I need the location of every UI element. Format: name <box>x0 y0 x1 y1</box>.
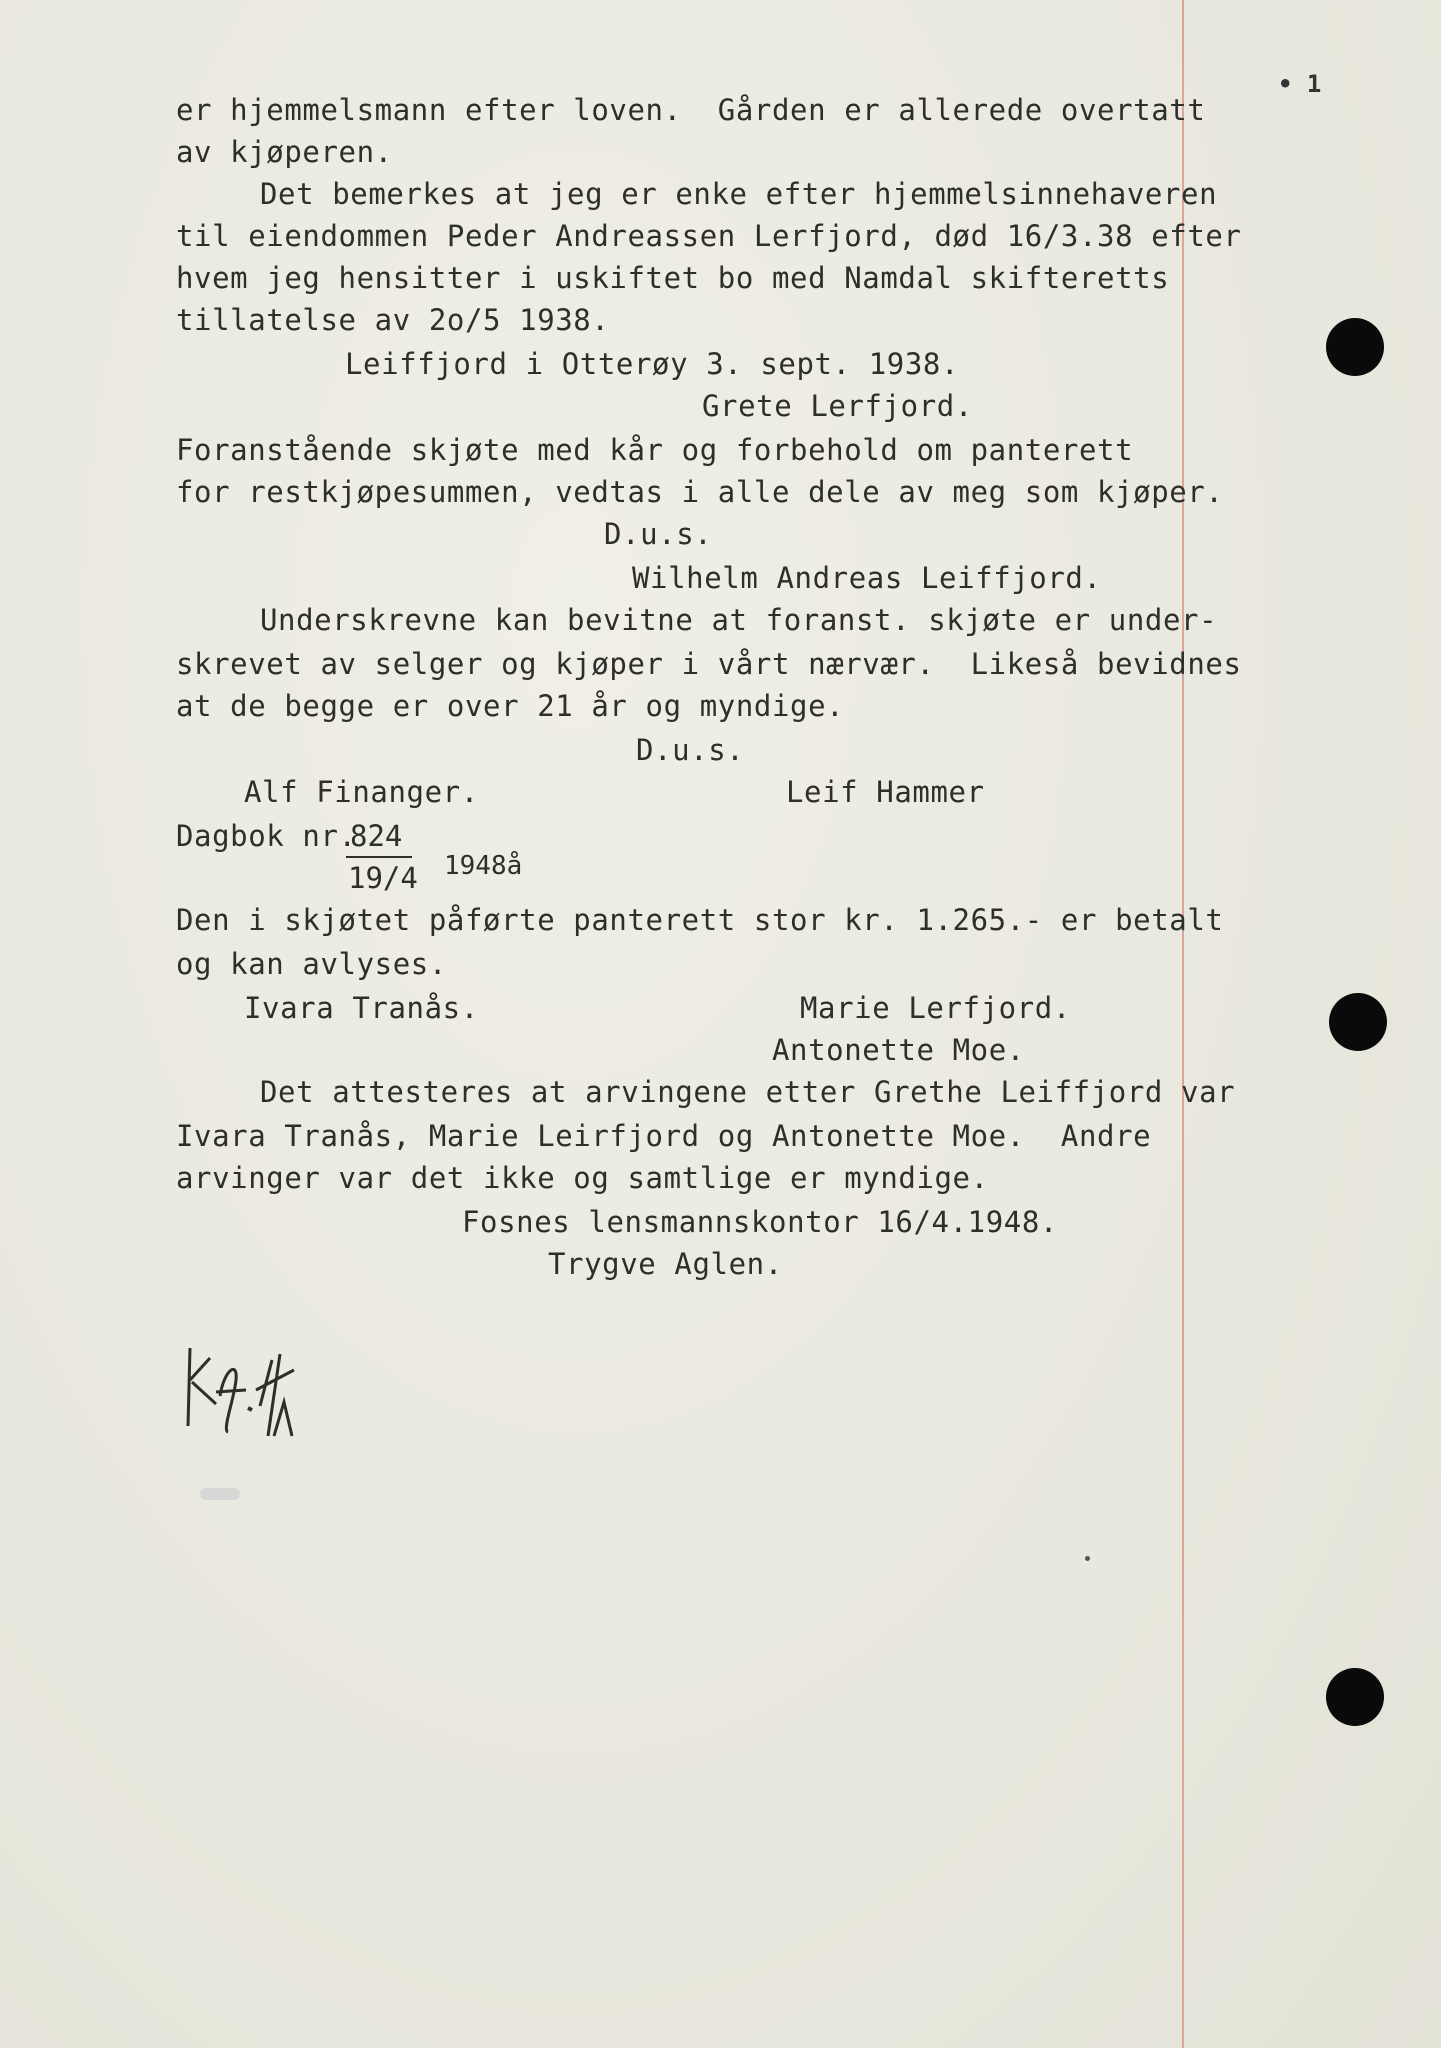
text-line: Ivara Tranås. <box>244 991 479 1025</box>
text-line: til eiendommen Peder Andreassen Lerfjord, død 16/3.38 efter <box>176 219 1242 253</box>
text-line: skrevet av selger og kjøper i vårt nærvær. Likeså bevidnes <box>176 647 1242 681</box>
text-line: D.u.s. <box>604 517 713 551</box>
text-line: arvinger var det ikke og samtlige er myndige. <box>176 1161 989 1195</box>
text-line: Leif Hammer <box>786 775 985 809</box>
text-line: Alf Finanger. <box>244 775 479 809</box>
text-line: at de begge er over 21 år og myndige. <box>176 689 845 723</box>
text-line: og kan avlyses. <box>176 947 447 981</box>
handwritten-signature <box>176 1340 316 1440</box>
text-line: Trygve Aglen. <box>548 1247 783 1281</box>
punch-hole-bottom <box>1326 1668 1384 1726</box>
text-line: Antonette Moe. <box>772 1033 1025 1067</box>
text-line: Det bemerkes at jeg er enke efter hjemmelsinnehaveren <box>260 177 1218 211</box>
text-line: Wilhelm Andreas Leiffjord. <box>632 561 1102 595</box>
dagbok-label: Dagbok nr. <box>176 819 357 853</box>
text-line: Underskrevne kan bevitne at foranst. skjøte er under- <box>260 603 1218 637</box>
dagbok-number: 824 <box>350 819 403 853</box>
text-line: Foranstående skjøte med kår og forbehold om panterett <box>176 433 1134 467</box>
text-line: Ivara Tranås, Marie Leirfjord og Antonette Moe. Andre <box>176 1119 1152 1153</box>
ink-smudge <box>200 1488 240 1500</box>
fraction-rule <box>346 856 412 858</box>
text-line: for restkjøpesummen, vedtas i alle dele av meg som kjøper. <box>176 475 1224 509</box>
punch-hole-top <box>1326 318 1384 376</box>
dagbok-year: 1948å <box>444 851 523 881</box>
text-line: Marie Lerfjord. <box>800 991 1071 1025</box>
text-line: er hjemmelsmann efter loven. Gården er allerede overtatt <box>176 93 1206 127</box>
text-line: D.u.s. <box>636 733 745 767</box>
text-line: Leiffjord i Otterøy 3. sept. 1938. <box>345 347 960 381</box>
text-line: hvem jeg hensitter i uskiftet bo med Namdal skifteretts <box>176 261 1170 295</box>
dagbok-date: 19/4 <box>348 861 418 895</box>
text-line: av kjøperen. <box>176 135 393 169</box>
punch-hole-middle <box>1329 993 1387 1051</box>
text-line: Det attesteres at arvingene etter Grethe Leiffjord var <box>260 1075 1236 1109</box>
text-line: Fosnes lensmannskontor 16/4.1948. <box>462 1205 1058 1239</box>
text-line: tillatelse av 2o/5 1938. <box>176 303 610 337</box>
page-mark: • 1 <box>1278 70 1322 98</box>
text-line: Den i skjøtet påførte panterett stor kr. 1.265.- er betalt <box>176 903 1224 937</box>
ink-dot <box>1085 1556 1090 1561</box>
margin-line <box>1182 0 1184 2048</box>
text-line: Grete Lerfjord. <box>702 389 973 423</box>
